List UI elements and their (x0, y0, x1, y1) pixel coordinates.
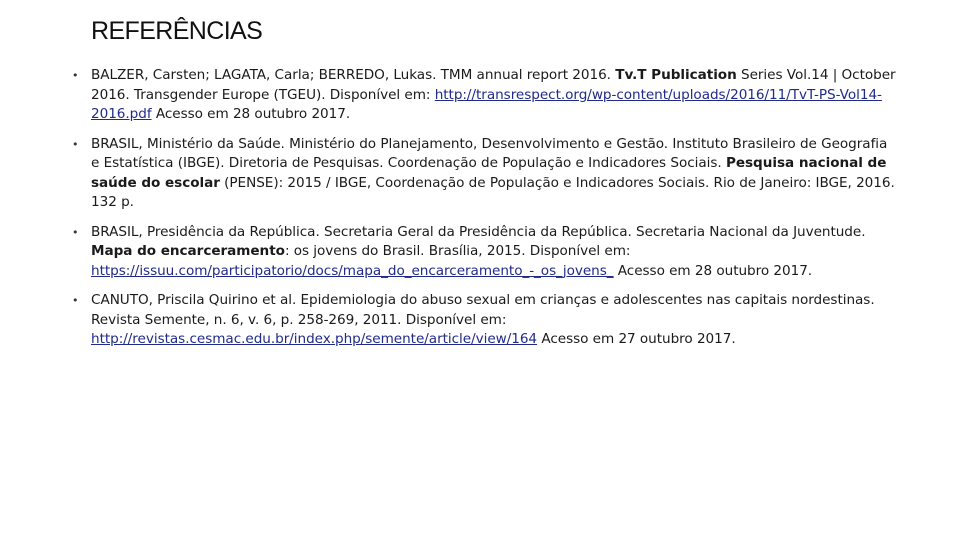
reference-text: CANUTO, Priscila Quirino et al. Epidemiologia do abuso sexual em crianças e adolescentes nas capitais nordestinas. Revista Semente, n. 6, v. 6, p. 258-269, 2011. Disponível em: (91, 292, 875, 328)
reference-access-date: Acesso em 28 outubro 2017. (151, 106, 351, 122)
reference-text: BRASIL, Ministério da Saúde. Ministério do Planejamento, Desenvolvimento e Gestão. Instituto Brasileiro de Geografia e Estatística (IBGE). Diretoria de Pesquisas. Coordenação de População e Indicadores Sociais. (91, 135, 888, 171)
bullet-icon: • (72, 294, 79, 307)
reference-emphasis: Pesquisa nacional de saúde do escolar (91, 155, 887, 191)
reference-list (66, 66, 896, 360)
reference-item (66, 223, 896, 282)
reference-text: BRASIL, Presidência da República. Secretaria Geral da Presidência da República. Secretaria Nacional da Juventude. (91, 223, 866, 240)
reference-link[interactable]: http://transrespect.org/wp-content/uploads/2016/11/TvT-PS-Vol14-2016.pdf (91, 86, 882, 122)
bullet-icon: • (72, 137, 79, 151)
reference-text: (PENSE): 2015 / IBGE, Coordenação de População e Indicadores Sociais. Rio de Janeiro: IBGE, 2016. 132 p. (91, 174, 895, 210)
reference-access-date: Acesso em 27 outubro 2017. (537, 331, 736, 347)
bullet-icon: • (72, 225, 79, 239)
reference-text: BALZER, Carsten; LAGATA, Carla; BERREDO, Lukas. TMM annual report 2016. (91, 67, 616, 83)
reference-item (66, 66, 896, 125)
reference-text: : os jovens do Brasil. Brasília, 2015. Disponível em: (284, 243, 631, 259)
reference-text: Series Vol.14 | October 2016. Transgender Europe (TGEU). Disponível em: (91, 67, 896, 103)
reference-emphasis: Tv.T Publication (615, 67, 737, 83)
reference-access-date: Acesso em 28 outubro 2017. (613, 262, 813, 279)
bullet-icon: • (72, 69, 79, 82)
reference-item (66, 135, 896, 213)
reference-item (66, 291, 896, 350)
reference-link[interactable]: http://revistas.cesmac.edu.br/index.php/semente/article/view/164 (91, 331, 538, 347)
reference-emphasis: Mapa do encarceramento (91, 243, 285, 259)
page-title: REFERÊNCIAS (91, 17, 263, 45)
reference-link[interactable]: https://issuu.com/participatorio/docs/mapa_do_encarceramento_-_os_jovens_ (91, 262, 614, 279)
